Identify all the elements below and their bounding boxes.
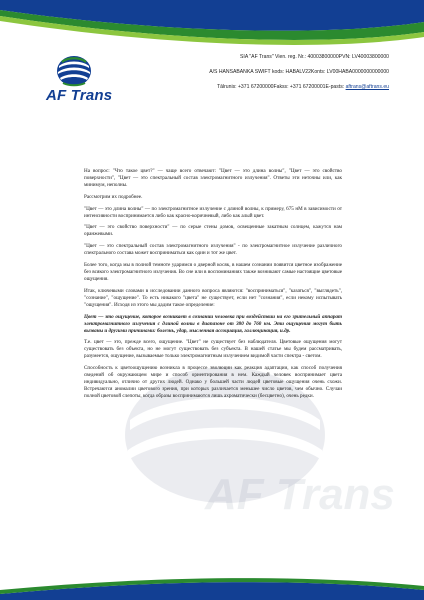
paragraph: Способность к цветоощущению возникла в процессе эволюции как реакция адаптации, как способ получения сведений об окружающем мире и способ ориентирования в нем. Каждый человек воспринимает цвета индивидуально, отлично от других людей. Однако у большей части людей цветовые ощущения очень схожи. Встречаются аномалии цветового зрения, при которых различается меньшее число цветов, чем обычно. Случаи полной цветовой слепоты, когда образы воспринимаются лишь ахроматически (бесцветно), очень редки. (84, 365, 342, 400)
company-logo (36, 54, 136, 104)
paragraph: Рассмотрим их подробнее. (84, 193, 143, 200)
paragraph: "Цвет — это длина волны" — по электромагнитное излучение с длиной волны, к примеру, 675 нМ в зависимости от интенсивности воспринимается либо как красно-коричневый, либо как алый цвет. (84, 205, 342, 219)
contact-line (209, 85, 389, 90)
registration-line: SIA "AF Trans" Vien. reg. Nr.: 40003800000PVN: LV40003800000 (240, 54, 389, 60)
contact-prefix: Tālrunis: +371 67200000Fakss: +371 67200001E-pasts: (217, 84, 346, 91)
paragraph: "Цвет — это свойство поверхности" — по серые стены домов, освещенные закатным солнцем, кажутся нам оранжевыми. (84, 224, 342, 238)
company-info (209, 55, 389, 100)
paragraph: На вопрос: "Что такое цвет?" — чаще всего отвечают: "Цвет — это длина волны", "Цвет — это свойство поверхности", "Цвет — это спектральный состав электромагнитного излучения". Ответы эти неточны или, как минимум, неполны. (84, 168, 342, 189)
watermark-text: AF Trans (205, 470, 395, 519)
bank-line: A/S HANSABANKA SWIFT kods: HABALV22Konts: LV00HABA0000000000000 (209, 69, 389, 76)
logo-text: AF Trans (46, 87, 113, 104)
paragraph: Т.е. цвет — это, прежде всего, ощущение. "Цвет" не существует без наблюдателя. Цветовые ощущения могут существовать без объекта, но не могут существовать без субъекта. В нашей статье мы будем рассматривать, разумеется, ощущение, вызываемые только электромагнитным излучением видимой части спектра - светом. (84, 339, 342, 360)
paragraph: "Цвет — это спектральный состав электромагнитного излучения" - по электромагнитное излучение различного спектрального состава может восприниматься как один и тот же цвет. (84, 243, 342, 257)
paragraph: Более того, когда мы в полной темноте ударимся о дверной косяк, в нашем сознании появится цветное изображение без всякого электромагнитного излучения. Во сне или в воспоминаниях также возникают самые настоящие цветовые ощущения. (84, 261, 342, 282)
email-link[interactable]: aftrans@aftrans.eu (345, 84, 389, 91)
letter-body (84, 168, 342, 405)
paragraph: Итак, ключевыми словами в исследовании данного вопроса являются: "восприниматься", "казаться", "выглядеть", "сознание", "ощущение". То есть никакого "цвета" не существует, если нет "сознания", если некому испытывать "ощущения". Исходя из этого мы дадим такое определение: (84, 287, 342, 308)
globe-icon (54, 54, 94, 88)
definition-paragraph: Цвет — это ощущение, которое возникает в сознании человека при воздействии на его зрительный аппарат электромагнитного излучения с длиной волны в диапазоне от 380 до 760 нм. Эти ощущения могут быть вызваны и другими причинами: болезнь, удар, мысленная ассоциация, галлюцинация, и.др. (84, 313, 342, 334)
footer-wave-bands (0, 570, 424, 600)
